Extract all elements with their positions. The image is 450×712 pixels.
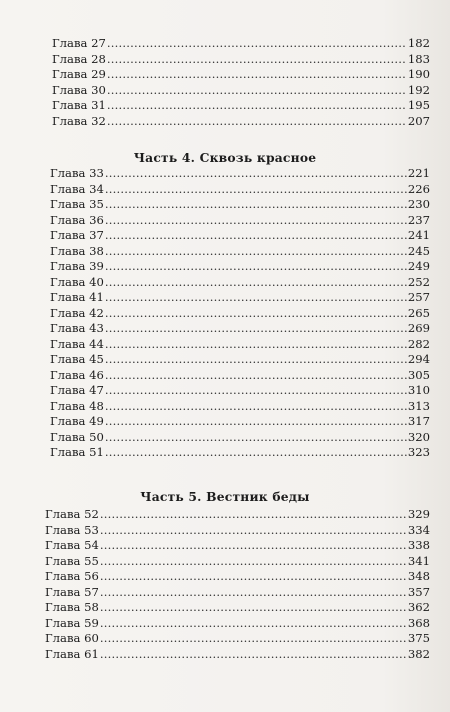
dot-leader [105, 275, 407, 291]
toc-entry [50, 337, 430, 353]
page-number: 382 [407, 646, 430, 661]
page-number: 313 [407, 398, 430, 413]
dot-leader [100, 585, 407, 601]
chapter-label: Глава 42 [50, 305, 104, 320]
chapter-label: Глава 49 [50, 414, 104, 428]
page-number: 357 [407, 584, 430, 599]
chapter-label: Глава 46 [50, 367, 104, 382]
chapter-label: Глава 44 [50, 336, 104, 351]
toc-entry [45, 616, 430, 632]
dot-leader [105, 399, 407, 415]
chapter-label: Глава 58 [45, 600, 99, 614]
page-number: 226 [407, 181, 430, 196]
page-number: 190 [407, 67, 430, 81]
chapter-label: Глава 47 [50, 383, 104, 397]
page-number: 257 [407, 290, 430, 304]
page-number: 182 [407, 36, 430, 50]
toc-entry [50, 197, 430, 213]
toc-entry [50, 182, 430, 198]
chapter-label: Глава 54 [45, 538, 99, 552]
chapter-label: Глава 60 [45, 631, 99, 645]
chapter-label: Глава 45 [50, 352, 104, 366]
page-number: 252 [407, 274, 430, 289]
chapter-label: Глава 48 [50, 398, 104, 413]
dot-leader [100, 554, 407, 570]
toc-entry [50, 383, 430, 399]
page-number: 282 [407, 336, 430, 351]
toc-entry [52, 67, 430, 83]
toc-entry [50, 259, 430, 275]
dot-leader [100, 569, 407, 585]
chapter-label: Глава 29 [52, 67, 106, 81]
toc-entry [45, 554, 430, 570]
page-number: 237 [407, 212, 430, 227]
chapter-label: Глава 52 [45, 507, 99, 521]
dot-leader [107, 52, 407, 68]
dot-leader [107, 67, 407, 83]
toc-entry [50, 166, 430, 182]
toc-entry [50, 352, 430, 368]
dot-leader [105, 306, 407, 322]
toc-entry [52, 114, 430, 130]
toc-entry [50, 244, 430, 260]
toc-entry [50, 306, 430, 322]
toc-entry [50, 290, 430, 306]
dot-leader [105, 290, 407, 306]
chapter-label: Глава 28 [52, 51, 106, 66]
toc-entry [52, 98, 430, 114]
toc-entry [45, 569, 430, 585]
page-number: 230 [407, 197, 430, 211]
dot-leader [105, 321, 407, 337]
dot-leader [105, 228, 407, 244]
page-number: 207 [407, 113, 430, 128]
chapter-label: Глава 38 [50, 243, 104, 258]
dot-leader [100, 507, 407, 523]
chapter-label: Глава 55 [45, 553, 99, 568]
toc-entry [45, 585, 430, 601]
chapter-label: Глава 37 [50, 228, 104, 242]
chapter-label: Глава 31 [52, 98, 106, 112]
page-number: 269 [407, 321, 430, 335]
dot-leader [105, 383, 407, 399]
toc-entry [45, 647, 430, 663]
dot-leader [100, 600, 407, 616]
page-number: 323 [407, 445, 430, 459]
chapter-label: Глава 30 [52, 82, 106, 97]
chapter-label: Глава 33 [50, 166, 104, 180]
dot-leader [105, 352, 407, 368]
toc-entry [45, 600, 430, 616]
page-number: 329 [407, 507, 430, 521]
chapter-label: Глава 27 [52, 36, 106, 50]
page-number: 294 [407, 352, 430, 366]
page-number: 245 [407, 243, 430, 258]
toc-entry [50, 228, 430, 244]
toc-entry [50, 213, 430, 229]
chapter-label: Глава 56 [45, 569, 99, 583]
toc-section-part-4 [50, 166, 430, 461]
toc-entry [52, 52, 430, 68]
chapter-label: Глава 41 [50, 290, 104, 304]
page-number: 183 [407, 51, 430, 66]
page-number: 317 [407, 414, 430, 428]
dot-leader [105, 430, 407, 446]
dot-leader [105, 337, 407, 353]
chapter-label: Глава 51 [50, 445, 104, 459]
toc-entry [45, 523, 430, 539]
page-number: 362 [407, 600, 430, 614]
dot-leader [100, 631, 407, 647]
chapter-label: Глава 34 [50, 181, 104, 196]
page-number: 265 [407, 305, 430, 320]
chapter-label: Глава 59 [45, 615, 99, 630]
toc-entry [45, 538, 430, 554]
chapter-label: Глава 50 [50, 429, 104, 444]
dot-leader [105, 197, 407, 213]
dot-leader [105, 445, 407, 461]
toc-entry [50, 445, 430, 461]
toc-entry [50, 275, 430, 291]
page-number: 320 [407, 429, 430, 444]
page-number: 305 [407, 367, 430, 382]
chapter-label: Глава 32 [52, 113, 106, 128]
dot-leader [100, 647, 407, 663]
dot-leader [105, 182, 407, 198]
dot-leader [107, 36, 407, 52]
part-4-title: Часть 4. Сквозь красное [133, 150, 317, 165]
page-number: 241 [407, 228, 430, 242]
toc-entry [45, 631, 430, 647]
toc-section-part-5 [45, 507, 430, 662]
chapter-label: Глава 40 [50, 274, 104, 289]
chapter-label: Глава 43 [50, 321, 104, 335]
dot-leader [105, 368, 407, 384]
dot-leader [107, 83, 407, 99]
toc-entry [50, 430, 430, 446]
dot-leader [100, 523, 407, 539]
chapter-label: Глава 36 [50, 212, 104, 227]
page-number: 310 [407, 383, 430, 397]
toc-entry [50, 399, 430, 415]
chapter-label: Глава 39 [50, 259, 104, 273]
toc-entry [45, 507, 430, 523]
page-number: 338 [407, 538, 430, 552]
page-number: 195 [407, 98, 430, 112]
chapter-label: Глава 57 [45, 584, 99, 599]
page-number: 221 [407, 166, 430, 180]
page-number: 375 [407, 631, 430, 645]
toc-entry [52, 36, 430, 52]
chapter-label: Глава 35 [50, 197, 104, 211]
dot-leader [100, 538, 407, 554]
page-number: 341 [407, 553, 430, 568]
dot-leader [105, 414, 407, 430]
dot-leader [107, 114, 407, 130]
page-number: 368 [407, 615, 430, 630]
toc-entry [50, 321, 430, 337]
toc-entry [52, 83, 430, 99]
page-number: 348 [407, 569, 430, 583]
dot-leader [105, 244, 407, 260]
part-5-title: Часть 5. Вестник беды [140, 489, 310, 504]
page-number: 192 [407, 82, 430, 97]
dot-leader [105, 213, 407, 229]
toc-section-continued [52, 36, 430, 129]
dot-leader [107, 98, 407, 114]
dot-leader [100, 616, 407, 632]
page-number: 249 [407, 259, 430, 273]
dot-leader [105, 166, 407, 182]
toc-entry [50, 414, 430, 430]
page-number: 334 [407, 522, 430, 537]
toc-entry [50, 368, 430, 384]
chapter-label: Глава 53 [45, 522, 99, 537]
chapter-label: Глава 61 [45, 646, 99, 661]
dot-leader [105, 259, 407, 275]
